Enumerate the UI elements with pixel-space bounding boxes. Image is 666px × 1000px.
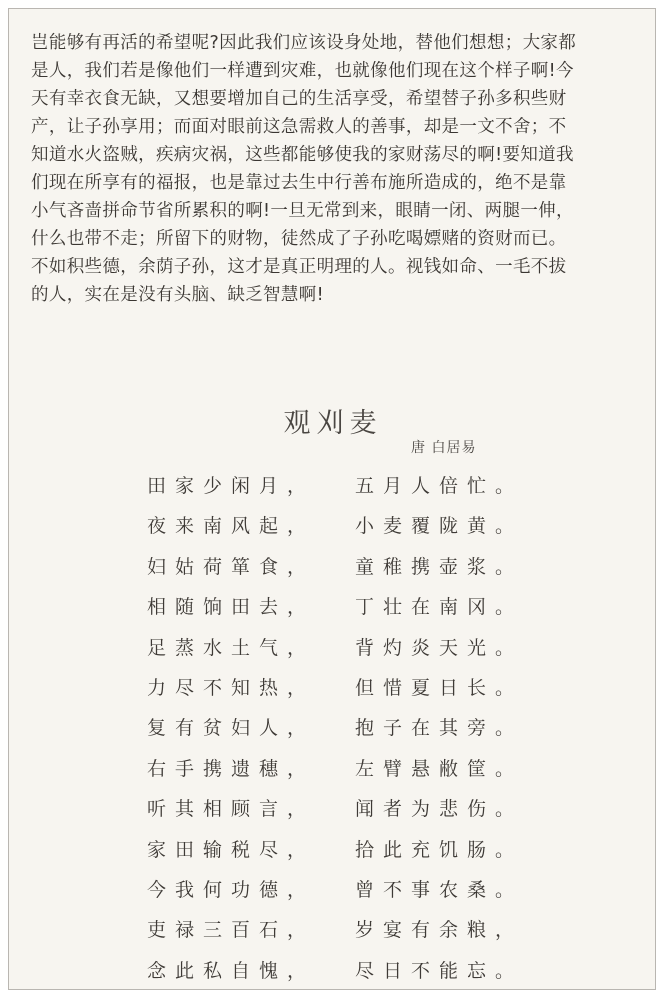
prose-line: 产，让子孙享用；而面对眼前这急需救人的善事，却是一文不舍；不 bbox=[31, 117, 567, 137]
poem-author: 唐 白居易 bbox=[411, 440, 477, 456]
verse-second-half: 五月人倍忙。 bbox=[355, 475, 524, 497]
prose-line: 小气吝啬拼命节省所累积的啊!一旦无常到来，眼睛一闭、两腿一伸， bbox=[31, 201, 574, 221]
verse-second-half: 小麦覆陇黄。 bbox=[355, 515, 524, 538]
poem-verse bbox=[9, 794, 657, 834]
prose-line: 的人，实在是没有头脑、缺乏智慧啊! bbox=[31, 285, 324, 305]
verse-second-half: 岁宴有余粮， bbox=[355, 919, 524, 942]
poem-verse bbox=[9, 471, 657, 511]
verse-second-half: 曾不事农桑。 bbox=[355, 878, 524, 901]
prose-line: 是人，我们若是像他们一样遭到灾难，也就像他们现在这个样子啊!今 bbox=[31, 61, 574, 81]
prose-line: 天有幸衣食无缺，又想要增加自己的生活享受，希望替子孙多积些财 bbox=[31, 89, 567, 109]
poem-title: 观刈麦 bbox=[283, 408, 383, 439]
poem-verse bbox=[9, 511, 657, 551]
poem-verse bbox=[9, 673, 657, 713]
prose-line: 们现在所享有的福报，也是靠过去生中行善布施所造成的，绝不是靠 bbox=[31, 173, 567, 193]
prose-line: 什么也带不走；所留下的财物，徒然成了子孙吃喝嫖赌的资财而已。 bbox=[31, 229, 567, 249]
verse-first-half: 足蒸水土气， bbox=[147, 636, 316, 659]
verse-second-half: 但惜夏日长。 bbox=[355, 676, 524, 699]
verse-second-half: 丁壮在南冈。 bbox=[355, 596, 524, 619]
poem-verse bbox=[9, 915, 657, 955]
verse-second-half: 抱子在其旁。 bbox=[355, 717, 524, 740]
poem-verse bbox=[9, 633, 657, 673]
poem-verse bbox=[9, 592, 657, 632]
prose-line: 岂能够有再活的希望呢?因此我们应该设身处地，替他们想想；大家都 bbox=[31, 33, 577, 53]
poem-verse bbox=[9, 835, 657, 875]
verse-second-half: 尽日不能忘。 bbox=[355, 959, 524, 982]
verse-second-half: 背灼炎天光。 bbox=[355, 636, 524, 659]
verse-first-half: 夜来南风起， bbox=[147, 515, 316, 538]
document-page bbox=[8, 8, 656, 990]
verse-first-half: 力尽不知热， bbox=[147, 676, 316, 699]
verse-first-half: 复有贫妇人， bbox=[147, 717, 316, 740]
poem-verse bbox=[9, 875, 657, 915]
poem-verse bbox=[9, 552, 657, 592]
verse-first-half: 念此私自愧， bbox=[147, 959, 316, 982]
verse-second-half: 拾此充饥肠。 bbox=[355, 838, 524, 861]
prose-line: 知道水火盗贼，疾病灾祸，这些都能够使我的家财荡尽的啊!要知道我 bbox=[31, 145, 574, 165]
poem-verse bbox=[9, 754, 657, 794]
verse-first-half: 右手携遗穗， bbox=[147, 757, 316, 780]
poem-verse bbox=[9, 713, 657, 753]
verse-first-half: 今我何功德， bbox=[147, 878, 316, 901]
prose-line: 不如积些德，余荫子孙，这才是真正明理的人。视钱如命、一毛不拔 bbox=[31, 257, 567, 277]
prose-block bbox=[31, 29, 641, 309]
verse-first-half: 家田输税尽， bbox=[147, 838, 316, 861]
verse-second-half: 左臂悬敝筐。 bbox=[355, 757, 524, 780]
verse-second-half: 闻者为悲伤。 bbox=[355, 798, 524, 821]
poem-verse bbox=[9, 956, 657, 996]
verse-first-half: 妇姑荷箪食， bbox=[147, 555, 316, 578]
verse-first-half: 吏禄三百石， bbox=[147, 919, 316, 942]
verse-first-half: 田家少闲月， bbox=[147, 475, 316, 497]
verse-first-half: 听其相顾言， bbox=[147, 798, 316, 821]
verse-first-half: 相随饷田去， bbox=[147, 596, 316, 619]
verse-second-half: 童稚携壶浆。 bbox=[355, 555, 524, 578]
poem-body bbox=[9, 471, 657, 996]
